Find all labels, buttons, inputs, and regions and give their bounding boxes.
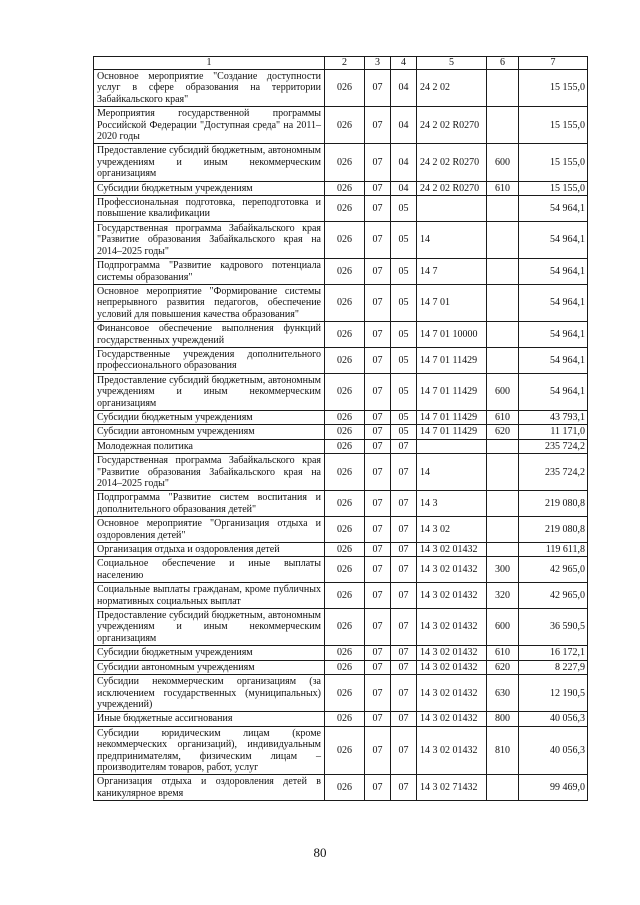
section-code-cell: 07 bbox=[365, 70, 391, 107]
table-row bbox=[94, 712, 588, 726]
subsection-code-cell: 07 bbox=[391, 675, 417, 712]
table-row bbox=[94, 439, 588, 453]
subsection-code-cell: 07 bbox=[391, 646, 417, 660]
ministry-code-cell: 026 bbox=[325, 609, 365, 646]
item-name-cell: Субсидии некоммерческим организациям (за исключением государственных (муниципальных) учреждений) bbox=[94, 675, 325, 712]
header-col-7: 7 bbox=[519, 57, 588, 70]
target-article-code-cell: 14 3 02 01432 bbox=[417, 646, 487, 660]
amount-cell: 40 056,3 bbox=[519, 712, 588, 726]
subsection-code-cell: 05 bbox=[391, 373, 417, 410]
amount-cell: 8 227,9 bbox=[519, 660, 588, 674]
target-article-code-cell: 14 7 01 bbox=[417, 284, 487, 321]
table-row bbox=[94, 410, 588, 424]
table-row bbox=[94, 196, 588, 222]
ministry-code-cell: 026 bbox=[325, 491, 365, 517]
table-row bbox=[94, 557, 588, 583]
expense-type-code-cell bbox=[487, 543, 519, 557]
table-row bbox=[94, 609, 588, 646]
budget-table bbox=[93, 56, 588, 801]
section-code-cell: 07 bbox=[365, 373, 391, 410]
subsection-code-cell: 04 bbox=[391, 181, 417, 195]
subsection-code-cell: 07 bbox=[391, 491, 417, 517]
table-row bbox=[94, 454, 588, 491]
target-article-code-cell: 14 3 02 01432 bbox=[417, 726, 487, 775]
section-code-cell: 07 bbox=[365, 726, 391, 775]
table-row bbox=[94, 543, 588, 557]
subsection-code-cell: 07 bbox=[391, 609, 417, 646]
target-article-code-cell: 14 7 01 11429 bbox=[417, 410, 487, 424]
subsection-code-cell: 07 bbox=[391, 557, 417, 583]
ministry-code-cell: 026 bbox=[325, 144, 365, 181]
subsection-code-cell: 07 bbox=[391, 543, 417, 557]
item-name-cell: Предоставление субсидий бюджетным, автономным учреждениям и иным некоммерческим организациям bbox=[94, 373, 325, 410]
subsection-code-cell: 07 bbox=[391, 775, 417, 801]
item-name-cell: Подпрограмма "Развитие систем воспитания и дополнительного образования детей" bbox=[94, 491, 325, 517]
section-code-cell: 07 bbox=[365, 517, 391, 543]
item-name-cell: Иные бюджетные ассигнования bbox=[94, 712, 325, 726]
expense-type-code-cell bbox=[487, 517, 519, 543]
subsection-code-cell: 07 bbox=[391, 660, 417, 674]
section-code-cell: 07 bbox=[365, 144, 391, 181]
expense-type-code-cell: 620 bbox=[487, 425, 519, 439]
ministry-code-cell: 026 bbox=[325, 347, 365, 373]
amount-cell: 15 155,0 bbox=[519, 181, 588, 195]
header-col-6: 6 bbox=[487, 57, 519, 70]
table-row bbox=[94, 221, 588, 258]
expense-type-code-cell bbox=[487, 107, 519, 144]
subsection-code-cell: 07 bbox=[391, 454, 417, 491]
header-col-1: 1 bbox=[94, 57, 325, 70]
amount-cell: 15 155,0 bbox=[519, 70, 588, 107]
expense-type-code-cell bbox=[487, 221, 519, 258]
expense-type-code-cell bbox=[487, 259, 519, 285]
expense-type-code-cell bbox=[487, 284, 519, 321]
ministry-code-cell: 026 bbox=[325, 726, 365, 775]
subsection-code-cell: 07 bbox=[391, 517, 417, 543]
amount-cell: 54 964,1 bbox=[519, 196, 588, 222]
ministry-code-cell: 026 bbox=[325, 196, 365, 222]
ministry-code-cell: 026 bbox=[325, 410, 365, 424]
amount-cell: 219 080,8 bbox=[519, 491, 588, 517]
item-name-cell: Субсидии автономным учреждениям bbox=[94, 660, 325, 674]
table-row bbox=[94, 284, 588, 321]
target-article-code-cell: 24 2 02 R0270 bbox=[417, 107, 487, 144]
subsection-code-cell: 07 bbox=[391, 583, 417, 609]
table-row bbox=[94, 144, 588, 181]
target-article-code-cell: 14 7 bbox=[417, 259, 487, 285]
amount-cell: 16 172,1 bbox=[519, 646, 588, 660]
table-body bbox=[94, 70, 588, 801]
target-article-code-cell: 14 3 02 01432 bbox=[417, 609, 487, 646]
amount-cell: 15 155,0 bbox=[519, 144, 588, 181]
subsection-code-cell: 05 bbox=[391, 322, 417, 348]
target-article-code-cell bbox=[417, 439, 487, 453]
amount-cell: 54 964,1 bbox=[519, 284, 588, 321]
table-row bbox=[94, 70, 588, 107]
item-name-cell: Субсидии автономным учреждениям bbox=[94, 425, 325, 439]
ministry-code-cell: 026 bbox=[325, 373, 365, 410]
item-name-cell: Государственная программа Забайкальского края "Развитие образования Забайкальского края на 2014–2025 годы" bbox=[94, 221, 325, 258]
header-col-3: 3 bbox=[365, 57, 391, 70]
amount-cell: 43 793,1 bbox=[519, 410, 588, 424]
subsection-code-cell: 07 bbox=[391, 712, 417, 726]
item-name-cell: Профессиональная подготовка, переподготовка и повышение квалификации bbox=[94, 196, 325, 222]
header-row bbox=[94, 57, 588, 70]
expense-type-code-cell: 600 bbox=[487, 373, 519, 410]
item-name-cell: Организация отдыха и оздоровления детей в каникулярное время bbox=[94, 775, 325, 801]
item-name-cell: Социальные выплаты гражданам, кроме публичных нормативных социальных выплат bbox=[94, 583, 325, 609]
ministry-code-cell: 026 bbox=[325, 454, 365, 491]
section-code-cell: 07 bbox=[365, 322, 391, 348]
section-code-cell: 07 bbox=[365, 660, 391, 674]
target-article-code-cell: 14 3 02 01432 bbox=[417, 660, 487, 674]
amount-cell: 42 965,0 bbox=[519, 583, 588, 609]
section-code-cell: 07 bbox=[365, 609, 391, 646]
expense-type-code-cell: 600 bbox=[487, 609, 519, 646]
section-code-cell: 07 bbox=[365, 454, 391, 491]
subsection-code-cell: 05 bbox=[391, 410, 417, 424]
target-article-code-cell: 14 3 02 01432 bbox=[417, 583, 487, 609]
ministry-code-cell: 026 bbox=[325, 221, 365, 258]
target-article-code-cell: 14 7 01 11429 bbox=[417, 347, 487, 373]
item-name-cell: Предоставление субсидий бюджетным, автономным учреждениям и иным некоммерческим организациям bbox=[94, 144, 325, 181]
table-row bbox=[94, 259, 588, 285]
amount-cell: 54 964,1 bbox=[519, 259, 588, 285]
ministry-code-cell: 026 bbox=[325, 425, 365, 439]
section-code-cell: 07 bbox=[365, 557, 391, 583]
expense-type-code-cell: 600 bbox=[487, 144, 519, 181]
target-article-code-cell: 14 bbox=[417, 221, 487, 258]
section-code-cell: 07 bbox=[365, 410, 391, 424]
ministry-code-cell: 026 bbox=[325, 557, 365, 583]
ministry-code-cell: 026 bbox=[325, 712, 365, 726]
ministry-code-cell: 026 bbox=[325, 284, 365, 321]
section-code-cell: 07 bbox=[365, 221, 391, 258]
item-name-cell: Предоставление субсидий бюджетным, автономным учреждениям и иным некоммерческим организациям bbox=[94, 609, 325, 646]
section-code-cell: 07 bbox=[365, 259, 391, 285]
amount-cell: 54 964,1 bbox=[519, 322, 588, 348]
expense-type-code-cell: 810 bbox=[487, 726, 519, 775]
section-code-cell: 07 bbox=[365, 196, 391, 222]
subsection-code-cell: 04 bbox=[391, 70, 417, 107]
header-col-4: 4 bbox=[391, 57, 417, 70]
ministry-code-cell: 026 bbox=[325, 675, 365, 712]
subsection-code-cell: 05 bbox=[391, 347, 417, 373]
ministry-code-cell: 026 bbox=[325, 660, 365, 674]
section-code-cell: 07 bbox=[365, 646, 391, 660]
amount-cell: 11 171,0 bbox=[519, 425, 588, 439]
item-name-cell: Подпрограмма "Развитие кадрового потенциала системы образования" bbox=[94, 259, 325, 285]
target-article-code-cell: 24 2 02 R0270 bbox=[417, 181, 487, 195]
table-row bbox=[94, 347, 588, 373]
subsection-code-cell: 07 bbox=[391, 726, 417, 775]
expense-type-code-cell: 630 bbox=[487, 675, 519, 712]
subsection-code-cell: 04 bbox=[391, 107, 417, 144]
amount-cell: 99 469,0 bbox=[519, 775, 588, 801]
expense-type-code-cell: 320 bbox=[487, 583, 519, 609]
amount-cell: 36 590,5 bbox=[519, 609, 588, 646]
table-row bbox=[94, 425, 588, 439]
amount-cell: 235 724,2 bbox=[519, 454, 588, 491]
table-row bbox=[94, 646, 588, 660]
target-article-code-cell: 14 bbox=[417, 454, 487, 491]
expense-type-code-cell bbox=[487, 491, 519, 517]
ministry-code-cell: 026 bbox=[325, 775, 365, 801]
item-name-cell: Субсидии бюджетным учреждениям bbox=[94, 410, 325, 424]
ministry-code-cell: 026 bbox=[325, 543, 365, 557]
table-row bbox=[94, 775, 588, 801]
ministry-code-cell: 026 bbox=[325, 259, 365, 285]
section-code-cell: 07 bbox=[365, 425, 391, 439]
target-article-code-cell: 24 2 02 R0270 bbox=[417, 144, 487, 181]
target-article-code-cell: 14 7 01 10000 bbox=[417, 322, 487, 348]
subsection-code-cell: 04 bbox=[391, 144, 417, 181]
section-code-cell: 07 bbox=[365, 675, 391, 712]
expense-type-code-cell bbox=[487, 322, 519, 348]
table-row bbox=[94, 181, 588, 195]
table-row bbox=[94, 322, 588, 348]
expense-type-code-cell: 610 bbox=[487, 410, 519, 424]
section-code-cell: 07 bbox=[365, 712, 391, 726]
expense-type-code-cell: 610 bbox=[487, 181, 519, 195]
target-article-code-cell: 14 3 02 01432 bbox=[417, 543, 487, 557]
header-col-2: 2 bbox=[325, 57, 365, 70]
item-name-cell: Субсидии юридическим лицам (кроме некоммерческих организаций), индивидуальным предпринимателям, физическим лицам – производителям товаров, работ, услуг bbox=[94, 726, 325, 775]
header-col-5: 5 bbox=[417, 57, 487, 70]
item-name-cell: Организация отдыха и оздоровления детей bbox=[94, 543, 325, 557]
target-article-code-cell: 14 7 01 11429 bbox=[417, 425, 487, 439]
table-row bbox=[94, 675, 588, 712]
table-row bbox=[94, 660, 588, 674]
subsection-code-cell: 05 bbox=[391, 221, 417, 258]
amount-cell: 54 964,1 bbox=[519, 373, 588, 410]
subsection-code-cell: 05 bbox=[391, 425, 417, 439]
section-code-cell: 07 bbox=[365, 284, 391, 321]
item-name-cell: Основное мероприятие "Формирование системы непрерывного развития педагогов, обеспечение условий для повышения качества образования" bbox=[94, 284, 325, 321]
table-row bbox=[94, 517, 588, 543]
budget-table-sheet bbox=[93, 56, 587, 801]
section-code-cell: 07 bbox=[365, 439, 391, 453]
expense-type-code-cell bbox=[487, 347, 519, 373]
expense-type-code-cell bbox=[487, 70, 519, 107]
item-name-cell: Финансовое обеспечение выполнения функций государственных учреждений bbox=[94, 322, 325, 348]
table-row bbox=[94, 373, 588, 410]
page-number: 80 bbox=[313, 845, 327, 860]
amount-cell: 54 964,1 bbox=[519, 347, 588, 373]
target-article-code-cell: 14 3 bbox=[417, 491, 487, 517]
item-name-cell: Молодежная политика bbox=[94, 439, 325, 453]
amount-cell: 235 724,2 bbox=[519, 439, 588, 453]
table-row bbox=[94, 583, 588, 609]
subsection-code-cell: 07 bbox=[391, 439, 417, 453]
ministry-code-cell: 026 bbox=[325, 646, 365, 660]
item-name-cell: Социальное обеспечение и иные выплаты населению bbox=[94, 557, 325, 583]
item-name-cell: Основное мероприятие "Создание доступности услуг в сфере образования на территории Забайкальского края" bbox=[94, 70, 325, 107]
amount-cell: 119 611,8 bbox=[519, 543, 588, 557]
target-article-code-cell: 14 7 01 11429 bbox=[417, 373, 487, 410]
target-article-code-cell: 14 3 02 01432 bbox=[417, 557, 487, 583]
subsection-code-cell: 05 bbox=[391, 284, 417, 321]
ministry-code-cell: 026 bbox=[325, 583, 365, 609]
item-name-cell: Мероприятия государственной программы Российской Федерации "Доступная среда" на 2011–2020 годы bbox=[94, 107, 325, 144]
ministry-code-cell: 026 bbox=[325, 107, 365, 144]
amount-cell: 219 080,8 bbox=[519, 517, 588, 543]
ministry-code-cell: 026 bbox=[325, 439, 365, 453]
section-code-cell: 07 bbox=[365, 543, 391, 557]
section-code-cell: 07 bbox=[365, 583, 391, 609]
amount-cell: 54 964,1 bbox=[519, 221, 588, 258]
ministry-code-cell: 026 bbox=[325, 70, 365, 107]
expense-type-code-cell: 300 bbox=[487, 557, 519, 583]
expense-type-code-cell bbox=[487, 439, 519, 453]
section-code-cell: 07 bbox=[365, 491, 391, 517]
expense-type-code-cell bbox=[487, 196, 519, 222]
target-article-code-cell: 14 3 02 bbox=[417, 517, 487, 543]
amount-cell: 12 190,5 bbox=[519, 675, 588, 712]
item-name-cell: Субсидии бюджетным учреждениям bbox=[94, 181, 325, 195]
expense-type-code-cell: 800 bbox=[487, 712, 519, 726]
section-code-cell: 07 bbox=[365, 181, 391, 195]
subsection-code-cell: 05 bbox=[391, 196, 417, 222]
expense-type-code-cell: 610 bbox=[487, 646, 519, 660]
subsection-code-cell: 05 bbox=[391, 259, 417, 285]
item-name-cell: Субсидии бюджетным учреждениям bbox=[94, 646, 325, 660]
section-code-cell: 07 bbox=[365, 347, 391, 373]
amount-cell: 40 056,3 bbox=[519, 726, 588, 775]
item-name-cell: Государственные учреждения дополнительного профессионального образования bbox=[94, 347, 325, 373]
target-article-code-cell: 14 3 02 71432 bbox=[417, 775, 487, 801]
section-code-cell: 07 bbox=[365, 775, 391, 801]
table-row bbox=[94, 107, 588, 144]
amount-cell: 42 965,0 bbox=[519, 557, 588, 583]
expense-type-code-cell bbox=[487, 454, 519, 491]
ministry-code-cell: 026 bbox=[325, 181, 365, 195]
ministry-code-cell: 026 bbox=[325, 322, 365, 348]
table-row bbox=[94, 491, 588, 517]
target-article-code-cell: 24 2 02 bbox=[417, 70, 487, 107]
expense-type-code-cell: 620 bbox=[487, 660, 519, 674]
section-code-cell: 07 bbox=[365, 107, 391, 144]
expense-type-code-cell bbox=[487, 775, 519, 801]
target-article-code-cell: 14 3 02 01432 bbox=[417, 675, 487, 712]
item-name-cell: Основное мероприятие "Организация отдыха и оздоровления детей" bbox=[94, 517, 325, 543]
ministry-code-cell: 026 bbox=[325, 517, 365, 543]
target-article-code-cell: 14 3 02 01432 bbox=[417, 712, 487, 726]
item-name-cell: Государственная программа Забайкальского края "Развитие образования Забайкальского края на 2014–2025 годы" bbox=[94, 454, 325, 491]
table-row bbox=[94, 726, 588, 775]
amount-cell: 15 155,0 bbox=[519, 107, 588, 144]
target-article-code-cell bbox=[417, 196, 487, 222]
